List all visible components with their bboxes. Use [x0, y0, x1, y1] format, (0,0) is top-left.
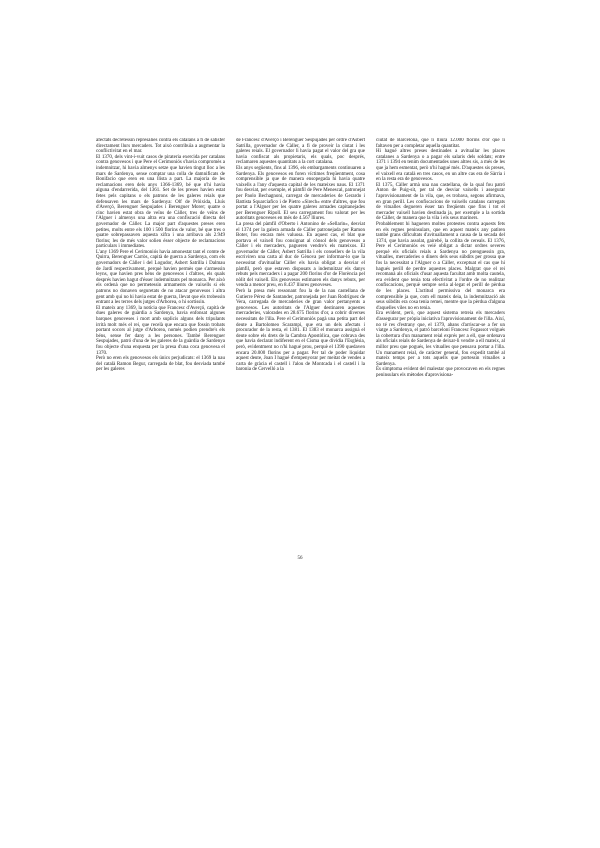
- paragraph: de Francesc d'Averçó i Berenguer Sespujades per ordre d'Asbert Satrilla, governador de Càller, a fi de proveir la ciutat i les galeres reials. El governador li havia pagat el valor del gra que havia confiscat als propietaris, els quals, poc després, reclamaren aquestes quantitats a la cort catalana.: [236, 138, 365, 166]
- paragraph: La presa del pàmfil d'Oberto i Antonino de «Sellarin», desviat el 1374 per la galera armada de Càller patronejada per Ramon Boter, fou encara més valuosa. En aquest cas, el blat que portava el vaixell fou consignat al cònsol dels genovesos a Càller i els mercaders, pagueren vendre's els mateixos. El governador de Càller, Asbert Satrilla i els consellers de la vila escriviren una carta al duc de Gènova per informar-lo que la necessitat d'avituallar Càller els havia obligat a desviar el pàmfil, però que estaven disposats a indemnitzar els danys rebuts pels mercaders i a pagar 200 florins d'or de Florència pel nòlit del vaixell. Els genovesos estimaren els danys rebuts, per venda a menor preu, en 8.437 lliures genoveses.: [236, 221, 365, 289]
- paragraph: Probablement hi hagueren moltes protestes contra aquests fets en els regnes peninsulars, que en aquest mateix any patiren també grans dificultats d'avituallament a causa de la secada del 1374, que havia assolat, gairebé, la collita de cereals. El 1376, Pere el Cerimoniós es veié obligat a dictar ordres severes perquè els oficials reials a Sardenya no prenguessin gra, vitualles, mercaderies o diners dels seus súbdits per grossa que fos la necessitat a l'Alguer o a Càller, exceptuat el cas que hi hagués perill de perdre aquestes places. Malgrat que el rei recomanà als oficials d'usar aquesta facultat amb molta cautela, era evident que tenia tota efectivitat a l'ordre de no realitzar confiscacions, perquè sempre seria al·legat el perill de pèrdua de les places. L'actitud permissiva del monarca era comprensible ja que, com ell mateix deia, la indemnització als seus súbdits era cosa tenia remei, mentre que la pèrdua d'alguna d'aquelles viles no en tenia.: [376, 221, 505, 311]
- text-column-middle: [236, 138, 365, 550]
- paragraph: ciutat de Barcelona, que li lliurà 12.000 florins d'or que li faltaven per a completar aquella quantitat.: [376, 138, 505, 149]
- paragraph: Els anys següents, fins al 1396, els embargaments continuaren a Sardenya. Els genovesos en foren víctimes freqüentment, cosa comprensible ja que de manera ensopegada hi havia quatre vaixells a l'any d'aquesta capital de les mateixes naus. El 1371 fou desviat, per exemple, el pàmfil de Pere Menescal, patronejat per Paolo Bechagnoni, carregat de mercaderies de Gerardo i Battista Squarciafico i de Pietro «Sirech» entre d'altres, que fou portat a l'Alguer per les quatre galeres armades capitanejades per Berenguer Ripoll. El seu carregament fou valorat per les autoritats genoveses en més de 4.567 lliures.: [236, 165, 365, 222]
- paragraph: Hi hagué altres preses destinades a avituallar les places catalanes a Sardenya o a pagar els salaris dels soldats; entre 1371 i 1394 en tenim documentades unes altres sis, a més de les que ja hem esmentat, però n'hi hagué més. D'aquestes sis preses, el vaixell era català en tres casos, en un altre cas era de Sàrria i en la resta era de genovesos.: [376, 149, 505, 183]
- paragraph: Però no eren els genovesos els únics perjudicats: el 1369 la nau del català Ramon Begur, carregada de blat, fou desviada també per les galeres: [96, 356, 225, 373]
- text-column-right: [376, 138, 505, 550]
- page-number: 56: [297, 556, 303, 561]
- paragraph: Però la presa més ressonant fou la de la nau castellana de Gutierre Pérez de Santander, patronejada per Juan Rodríguez de Vera, carregada de mercaderies de gran valor pertanyents a genovesos. Les autoritats de l'Alguer destinaren aquestes mercaderies, valorades en 28.675 florins d'or, a cobrir diverses necessitats de l'illa. Pere el Cerimoniós pagà una petita part del deute a Bartolomeo Scarampi, que era un dels afectats i procurador de la resta, el 1381. El 1383 el monarca assignà el deute sobre els drets de la Cambra Apostòlica, que cobrava des que havia declarat indiferent en el Cisma que dividia l'Església, però, evidentment no n'hi hagué prou, perquè el 1390 quedaven encara 20.000 florins per a pagar. Per tal de poder liquidar aquest deute, Joan I hagué d'empenyorar per meitat de vendes a carta de gràcia el castell i l'alou de Montcada i el castell i la baronia de Cervelló a la: [236, 289, 365, 373]
- paragraph: El 1375, Càller armà una nau castellana, de la qual fou patró Anton de Puig-sit, per tal de desviar vaixells i assegurar l'aprovisionament de la vila, que, es trobava, segons afirmava, en gran perill. Les confiscacions de vaixells catalans carregats de vitualles degueren ésser tan freqüents que fins i tot el mercader vaixell havien destinada ja, per exemple a la sortida de Càller, de manera que la vila i els seus mariners.: [376, 182, 505, 222]
- text-column-left: [96, 138, 225, 550]
- paragraph: afectats decretessin represàlies contra els catalans a fi de satisfer directament llurs mercaders. Tot això contribuïa a augmentar la conflictivitat en el mar.: [96, 138, 225, 155]
- paragraph: El mateix any 1369, la notícia que Francesc d'Averçó, capità de dues galeres de guàrdia a Sardenya, havia enfonsat algunes barques genoveses i mort amb suplicis alguns dels tripulants irrità molt més el rei, que recelà que encara que fossin trobats portant socors al jutge d'Arborea, només podien prendre's els béns, sense fer dany a les persones. També Berenguer Sespujades, patró d'una de les galeres de la guàrdia de Sardenya fou objecte d'una enquesta per la presa d'una coca genovesa el 1370.: [96, 305, 225, 356]
- paragraph: És simptoma evident del malestar que provocaven en els regnes peninsulars els mètodes d'aprovisiona-: [376, 367, 505, 378]
- text-columns: [96, 138, 506, 550]
- paragraph: El 1370, dels vint-i-vuit casos de pirateria exercida per catalans contra genovesos i que Pere el Cerimoniós s'havia compromès a indemnitzar, hi havia almenys setze que havien tingut lloc a les mars de Sardenya, sense comptar una colla de damnificats de Bonifacio que eren en una llista a part. La majoria de les reclamacions eren dels anys 1366-1369, bé que n'hi havia alguna d'endarrerida, del 1361. Set de les preses havien estat fetes pels capitans o els patrons de les galeres reials que defensaven les mars de Sardenya: Olf de Pròixida, Lluís d'Averçó, Berenguer Sespujades i Berenguer Morer; quatre o cinc havien estat obra de veïns de Càller, tres de veïns de l'Alguer i almenys una altra era una confiscació directa del governador de Càller. La major part d'aquestes preses eren petites, molts entre els 100 i 500 florins de valor, bé que tres o quatre sobrepassaven aquesta xifra i una arribava als 2.949 florins; les de més valor solien ésser objecte de reclamacions particulars i immediates.: [96, 154, 225, 250]
- paragraph: Era evident, però, que aquest sistema retreia els mercaders d'assegurar per pròpia iniciativa l'aprovisionament de l'illa. Així, no té res d'estrany que, el 1379, abans d'arriscar-se a fer un viatge a Sardenya, el patró barceloní Francesc Fogassot volgués la cobertura d'un manament reial exprés per a ell, que ordenava als oficials reials de Sardenya de deixar-li vendre a ell mateix, al millor preu que pogués, les vitualles que pensava portar a l'illa. Un manament reial, de caràcter general, fou expedit també al mateix temps per a tots aquells que portessin vitualles a Sardenya.: [376, 311, 505, 367]
- paragraph: L'any 1369 Pere el Cerimoniós havia amonestat tant el comte de Quirra, Berenguer Carròs, capità de guerra a Sardenya, com els governadors de Càller i del Logudor, Asbert Satrilla i Dalmau de Jardí respectivament, perquè havien permès que s'armessin leyns, que havien pres béns de genovesos i d'altres, els quals després havien hagut d'ésser indemnitzats pel monarca. Per això els ordenà que no permetessin armaments de vaixells si els patrons no donaven seguretats de no atacar genovesos i altra gent amb qui no hi havia estat de guerra, llevat que els trobessin entrant a les terres dels jutges d'Arborea, o hi sortissin.: [96, 249, 225, 306]
